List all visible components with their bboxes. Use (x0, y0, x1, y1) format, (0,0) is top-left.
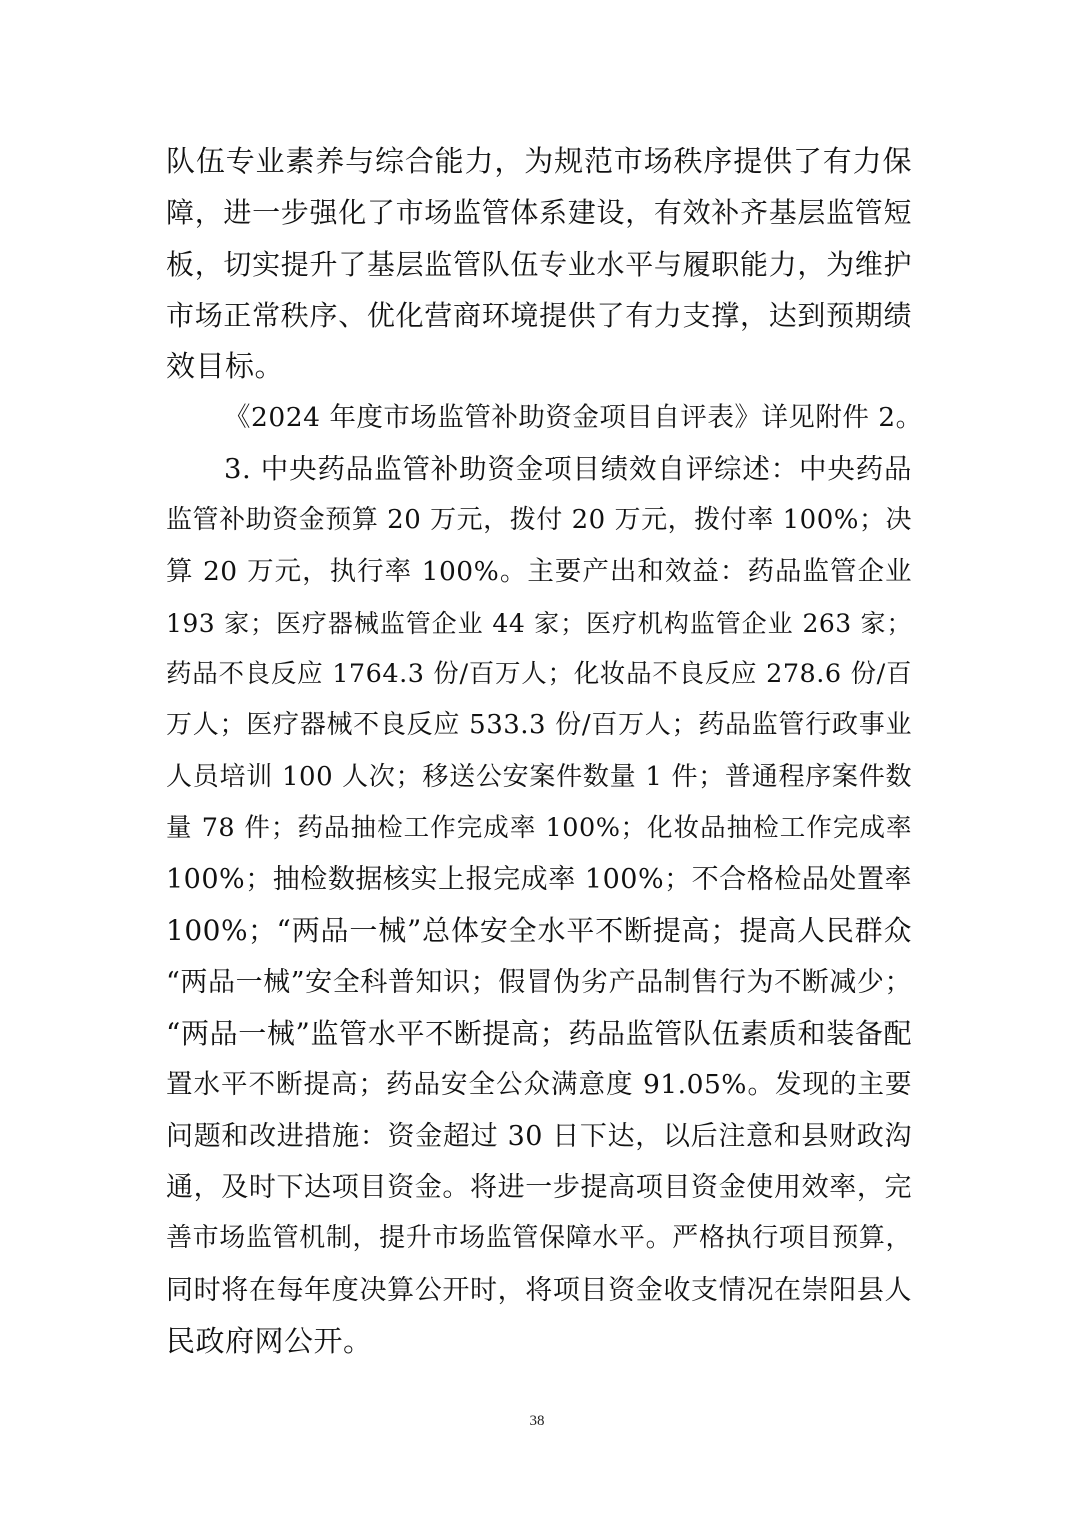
text-line-5: 效目标。 (166, 349, 285, 384)
text-line-1: 队伍专业素养与综合能力，为规范市场秩序提供了有力保 (166, 144, 912, 178)
text-line-12: 万人；医疗器械不良反应 533.3 份/百万人；药品监管行政事业 (166, 710, 912, 741)
text-line-6: 《2024 年度市场监管补助资金项目自评表》详见附件 2。 (224, 402, 923, 434)
text-line-13: 人员培训 100 人次；移送公安案件数量 1 件；普通程序案件数 (166, 761, 912, 792)
text-line-3: 板，切实提升了基层监管队伍专业水平与履职能力，为维护 (166, 247, 912, 281)
text-line-9: 算 20 万元，执行率 100%。主要产出和效益：药品监管企业 (166, 556, 912, 588)
page-number: 38 (529, 1413, 545, 1429)
text-line-8: 监管补助资金预算 20 万元，拨付 20 万元，拨付率 100%；决 (166, 505, 912, 536)
text-line-7: 3. 中央药品监管补助资金项目绩效自评综述：中央药品 (224, 452, 912, 485)
text-line-24: 民政府网公开。 (166, 1323, 373, 1358)
text-line-20: 问题和改进措施：资金超过 30 日下达，以后注意和县财政沟 (166, 1120, 912, 1152)
text-line-22: 善市场监管机制，提升市场监管保障水平。严格执行项目预算， (166, 1223, 912, 1254)
text-line-23: 同时将在每年度决算公开时，将项目资金收支情况在崇阳县人 (166, 1274, 912, 1306)
text-line-16: 100%；“两品一械”总体安全水平不断提高；提高人民群众 (166, 914, 912, 948)
text-line-18: “两品一械”监管水平不断提高；药品监管队伍素质和装备配 (166, 1017, 912, 1051)
text-line-17: “两品一械”安全科普知识；假冒伪劣产品制售行为不断减少； (166, 966, 912, 998)
text-line-11: 药品不良反应 1764.3 份/百万人；化妆品不良反应 278.6 份/百 (166, 658, 912, 689)
text-line-4: 市场正常秩序、优化营商环境提供了有力支撑，达到预期绩 (166, 298, 912, 332)
text-line-19: 置水平不断提高；药品安全公众满意度 91.05%。发现的主要 (166, 1069, 912, 1101)
text-line-2: 障，进一步强化了市场监管体系建设，有效补齐基层监管短 (166, 196, 912, 230)
text-line-14: 量 78 件；药品抽检工作完成率 100%；化妆品抽检工作完成率 (166, 812, 912, 843)
text-line-10: 193 家；医疗器械监管企业 44 家；医疗机构监管企业 263 家； (166, 608, 912, 638)
text-line-21: 通，及时下达项目资金。将进一步提高项目资金使用效率，完 (166, 1171, 912, 1203)
body-text (166, 136, 923, 1367)
text-line-15: 100%；抽检数据核实上报完成率 100%；不合格检品处置率 (166, 864, 912, 896)
